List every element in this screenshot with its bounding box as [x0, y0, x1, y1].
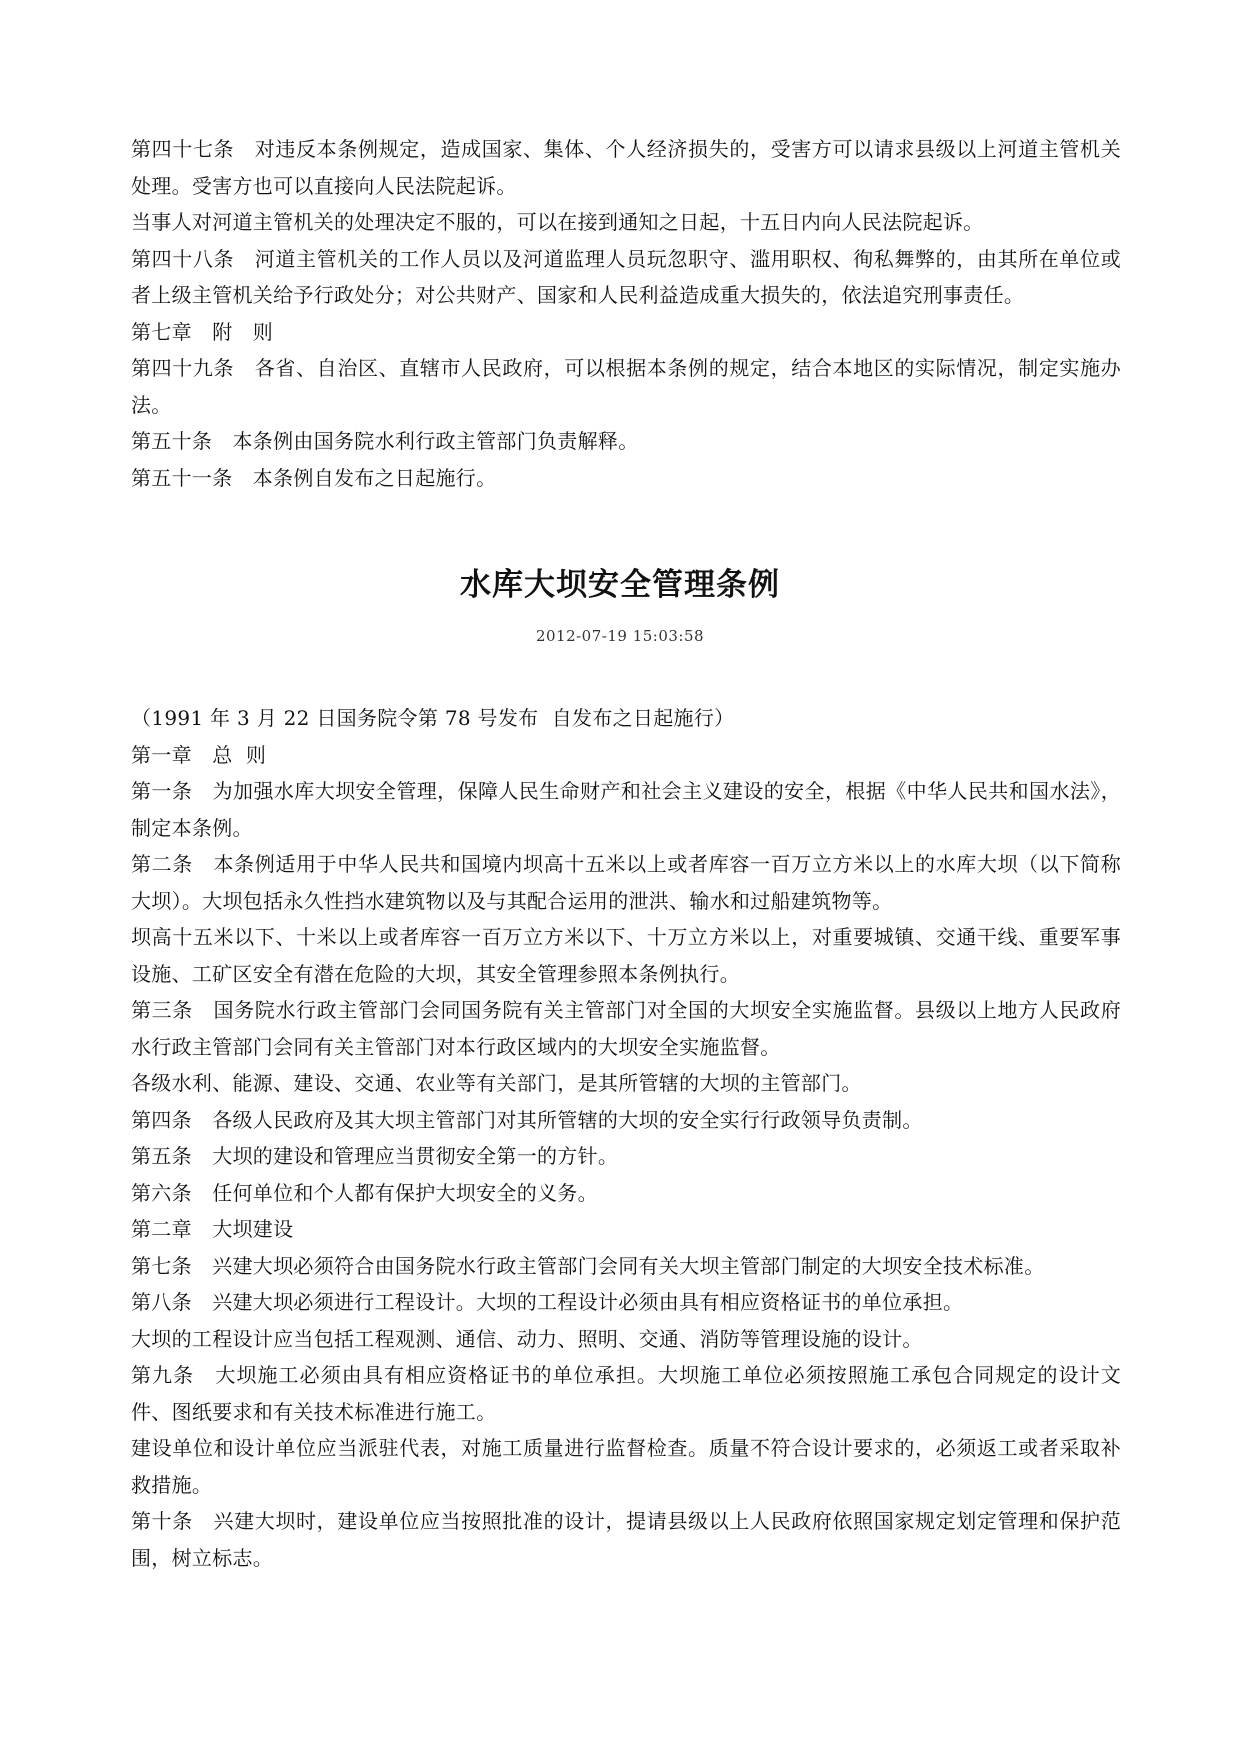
chapter-1-heading: 第一章 总 则 [131, 742, 267, 767]
paragraph-article-6: 第六条 任何单位和个人都有保护大坝安全的义务。 [131, 1180, 598, 1205]
paragraph-article-9: 第九条 大坝施工必须由具有相应资格证书的单位承担。大坝施工单位必须按照施工承包合同规定的设计文件、图纸要求和有关技术标准进行施工。 [131, 1363, 1121, 1424]
paragraph-article-1: 第一条 为加强水库大坝安全管理，保障人民生命财产和社会主义建设的安全，根据《中华人民共和国水法》，制定本条例。 [131, 779, 1121, 840]
paragraph-article-7: 第七条 兴建大坝必须符合由国务院水行政主管部门会同有关大坝主管部门制定的大坝安全技术标准。 [131, 1253, 1045, 1278]
promulgation-note: （1991 年 3 月 22 日国务院令第 78 号发布 自发布之日起施行） [131, 706, 735, 730]
chapter-2-heading: 第二章 大坝建设 [131, 1217, 294, 1241]
chapter-7-heading: 第七章 附 则 [131, 319, 274, 344]
paragraph-article-2-scope: 坝高十五米以下、十米以上或者库容一百万立方米以下、十万立方米以上，对重要城镇、交通干线、重要军事设施、工矿区安全有潜在危险的大坝，其安全管理参照本条例执行。 [131, 925, 1121, 986]
paragraph-article-47: 第四十七条 对违反本条例规定，造成国家、集体、个人经济损失的，受害方可以请求县级以上河道主管机关处理。受害方也可以直接向人民法院起诉。 [131, 137, 1121, 198]
previous-regulation-ending [131, 131, 1121, 496]
paragraph-article-50: 第五十条 本条例由国务院水利行政主管部门负责解释。 [131, 429, 639, 453]
paragraph-article-8-design: 大坝的工程设计应当包括工程观测、通信、动力、照明、交通、消防等管理设施的设计。 [131, 1326, 923, 1351]
publish-date: 2012-07-19 15:03:58 [535, 627, 705, 645]
paragraph-appeal: 当事人对河道主管机关的处理决定不服的，可以在接到通知之日起，十五日内向人民法院起诉。 [131, 210, 984, 234]
paragraph-article-10: 第十条 兴建大坝时，建设单位应当按照批准的设计，提请县级以上人民政府依照国家规定划定管理和保护范围，树立标志。 [131, 1509, 1121, 1570]
paragraph-article-3-departments: 各级水利、能源、建设、交通、农业等有关部门，是其所管辖的大坝的主管部门。 [131, 1071, 862, 1095]
paragraph-article-4: 第四条 各级人民政府及其大坝主管部门对其所管辖的大坝的安全实行行政领导负责制。 [131, 1107, 923, 1132]
paragraph-article-3: 第三条 国务院水行政主管部门会同国务院有关主管部门对全国的大坝安全实施监督。县级以上地方人民政府水行政主管部门会同有关主管部门对本行政区域内的大坝安全实施监督。 [131, 998, 1121, 1059]
paragraph-article-2: 第二条 本条例适用于中华人民共和国境内坝高十五米以上或者库容一百万立方米以上的水库大坝（以下简称大坝）。大坝包括永久性挡水建筑物以及与其配合运用的泄洪、输水和过船建筑物等。 [131, 852, 1121, 913]
document-title: 水库大坝安全管理条例 [460, 567, 780, 603]
regulation-body [131, 700, 1121, 1576]
paragraph-article-49: 第四十九条 各省、自治区、直辖市人民政府，可以根据本条例的规定，结合本地区的实际情况，制定实施办法。 [131, 356, 1121, 417]
paragraph-article-9-supervision: 建设单位和设计单位应当派驻代表，对施工质量进行监督检查。质量不符合设计要求的，必须返工或者采取补救措施。 [131, 1436, 1121, 1497]
paragraph-article-8: 第八条 兴建大坝必须进行工程设计。大坝的工程设计必须由具有相应资格证书的单位承担。 [131, 1290, 964, 1314]
paragraph-article-48: 第四十八条 河道主管机关的工作人员以及河道监理人员玩忽职守、滥用职权、徇私舞弊的，由其所在单位或者上级主管机关给予行政处分；对公共财产、国家和人民利益造成重大损失的，依法追究刑事责任。 [131, 246, 1121, 307]
paragraph-article-5: 第五条 大坝的建设和管理应当贯彻安全第一的方针。 [131, 1144, 619, 1168]
paragraph-article-51: 第五十一条 本条例自发布之日起施行。 [131, 465, 497, 490]
